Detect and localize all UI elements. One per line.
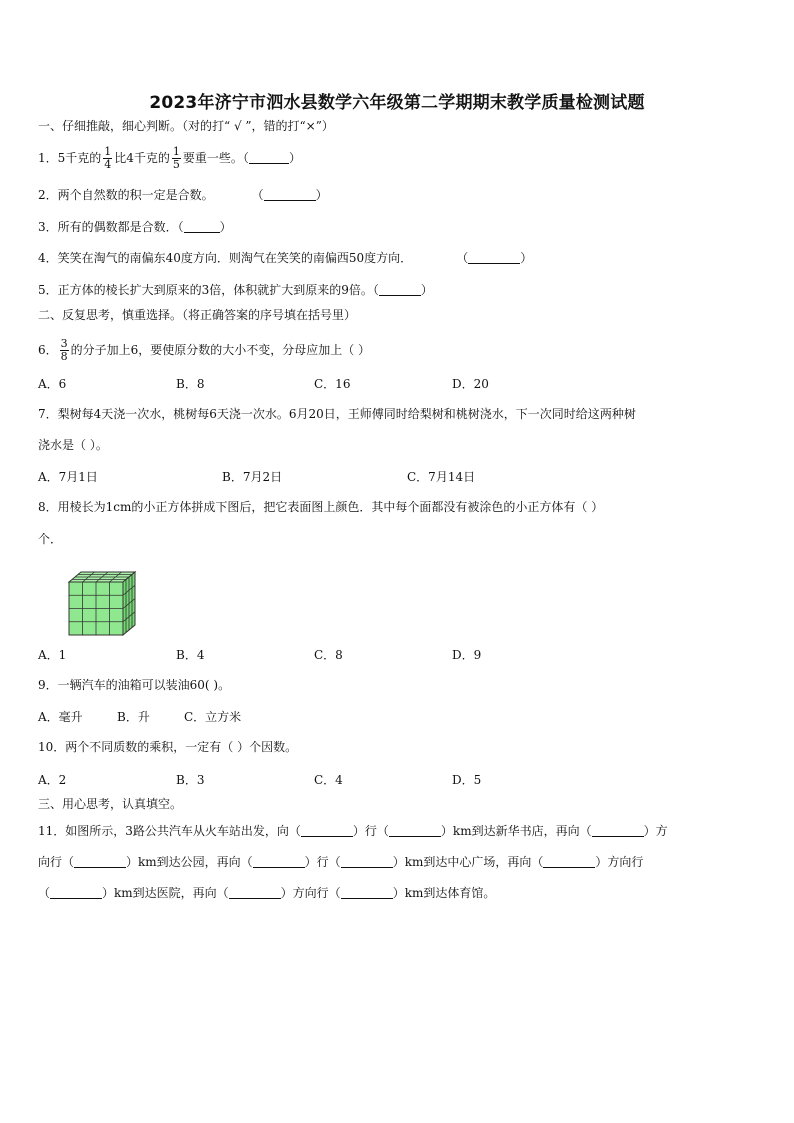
question-4: 4．笑笑在淘气的南偏东40度方向．则淘气在笑笑的南偏西50度方向． （ ） bbox=[38, 251, 533, 265]
question-11-line3: （ ）km到达医院，再向（ ）方向行（ ）km到达体育馆。 bbox=[38, 886, 496, 900]
q7-option-a[interactable]: A．7月1日 bbox=[38, 470, 98, 484]
q11-blank-9[interactable] bbox=[229, 886, 281, 899]
q8-option-d[interactable]: D．9 bbox=[452, 648, 482, 662]
section3-heading: 三、用心思考，认真填空。 bbox=[38, 797, 183, 811]
q11-blank-5[interactable] bbox=[253, 855, 305, 868]
question-6: 6． $\frac{3}{8}$ 的分子加上6，要使原分数的大小不变，分母应加上（ ） bbox=[38, 337, 371, 363]
fraction-one-quarter: $\frac{1}{4}$ bbox=[104, 145, 112, 171]
q1-text-c: 要重一些。（ bbox=[182, 151, 249, 165]
q11-blank-3[interactable] bbox=[592, 824, 644, 837]
section2-heading: 二、反复思考，慎重选择。（将正确答案的序号填在括号里） bbox=[38, 308, 357, 322]
q4-answer-blank[interactable] bbox=[468, 251, 520, 264]
question-3: 3．所有的偶数都是合数．（ ） bbox=[38, 220, 232, 234]
cube-side-face bbox=[123, 572, 135, 635]
question-11-line1: 11．如图所示，3路公共汽车从火车站出发，向（ ）行（ ）km到达新华书店，再向（ ）方 bbox=[38, 824, 668, 838]
q10-option-d[interactable]: D．5 bbox=[452, 773, 482, 787]
q6-option-a[interactable]: A．6 bbox=[38, 377, 67, 391]
q11-blank-6[interactable] bbox=[341, 855, 393, 868]
page-title: 2023年济宁市泗水县数学六年级第二学期期末教学质量检测试题 bbox=[149, 93, 645, 113]
question-8-line1: 8．用棱长为1cm的小正方体拼成下图后，把它表面图上颜色．其中每个面都没有被涂色的小正方体有（ ） bbox=[38, 500, 604, 514]
cube-figure bbox=[66, 570, 140, 638]
q6-option-d[interactable]: D．20 bbox=[452, 377, 489, 391]
q11-blank-2[interactable] bbox=[389, 824, 441, 837]
q9-option-b[interactable]: B．升 bbox=[117, 710, 150, 724]
q9-option-c[interactable]: C．立方米 bbox=[184, 710, 242, 724]
q10-option-c[interactable]: C．4 bbox=[314, 773, 343, 787]
q9-option-a[interactable]: A．毫升 bbox=[38, 710, 83, 724]
question-10: 10．两个不同质数的乘积，一定有（ ）个因数。 bbox=[38, 740, 298, 754]
question-5: 5．正方体的棱长扩大到原来的3倍，体积就扩大到原来的9倍。（ ） bbox=[38, 283, 433, 297]
fraction-three-eighths: $\frac{3}{8}$ bbox=[60, 337, 68, 363]
question-2: 2．两个自然数的积一定是合数。 （ ） bbox=[38, 188, 328, 202]
question-8-line2: 个． bbox=[38, 532, 63, 546]
q10-option-a[interactable]: A．2 bbox=[38, 773, 67, 787]
q7-option-b[interactable]: B．7月2日 bbox=[222, 470, 283, 484]
q8-option-c[interactable]: C．8 bbox=[314, 648, 343, 662]
q11-blank-4[interactable] bbox=[74, 855, 126, 868]
q7-option-c[interactable]: C．7月14日 bbox=[407, 470, 476, 484]
question-11-line2: 向行（ ）km到达公园，再向（ ）行（ ）km到达中心广场，再向（ ）方向行 bbox=[38, 855, 644, 869]
q2-answer-blank[interactable] bbox=[264, 188, 316, 201]
section1-heading: 一、仔细推敲，细心判断。（对的打“ √ ”，错的打“×”） bbox=[38, 119, 334, 133]
q10-option-b[interactable]: B．3 bbox=[176, 773, 205, 787]
q8-option-b[interactable]: B．4 bbox=[176, 648, 205, 662]
q11-blank-7[interactable] bbox=[543, 855, 595, 868]
q11-blank-1[interactable] bbox=[301, 824, 353, 837]
question-1: 1．5千克的 $\frac{1}{4}$ 比4千克的 $\frac{1}{5}$ 要重一些。（ ） bbox=[38, 145, 301, 171]
question-7-line1: 7．梨树每4天浇一次水，桃树每6天浇一次水。6月20日，王师傅同时给梨树和桃树浇水，下一次同时给这两种树 bbox=[38, 407, 636, 421]
fraction-one-fifth: $\frac{1}{5}$ bbox=[172, 145, 180, 171]
q6-option-b[interactable]: B．8 bbox=[176, 377, 205, 391]
q6-option-c[interactable]: C．16 bbox=[314, 377, 351, 391]
question-7-line2: 浇水是（ ）。 bbox=[38, 438, 108, 452]
q3-answer-blank[interactable] bbox=[184, 220, 220, 233]
cube-front-face bbox=[69, 582, 123, 635]
q5-answer-blank[interactable] bbox=[379, 283, 421, 296]
question-9: 9．一辆汽车的油箱可以装油60( )。 bbox=[38, 678, 231, 692]
q1-text-a: 1．5千克的 bbox=[38, 151, 102, 165]
q11-blank-10[interactable] bbox=[341, 886, 393, 899]
q11-blank-8[interactable] bbox=[50, 886, 102, 899]
q8-option-a[interactable]: A．1 bbox=[38, 648, 67, 662]
q1-text-b: 比4千克的 bbox=[114, 151, 170, 165]
q1-answer-blank[interactable] bbox=[249, 151, 289, 164]
